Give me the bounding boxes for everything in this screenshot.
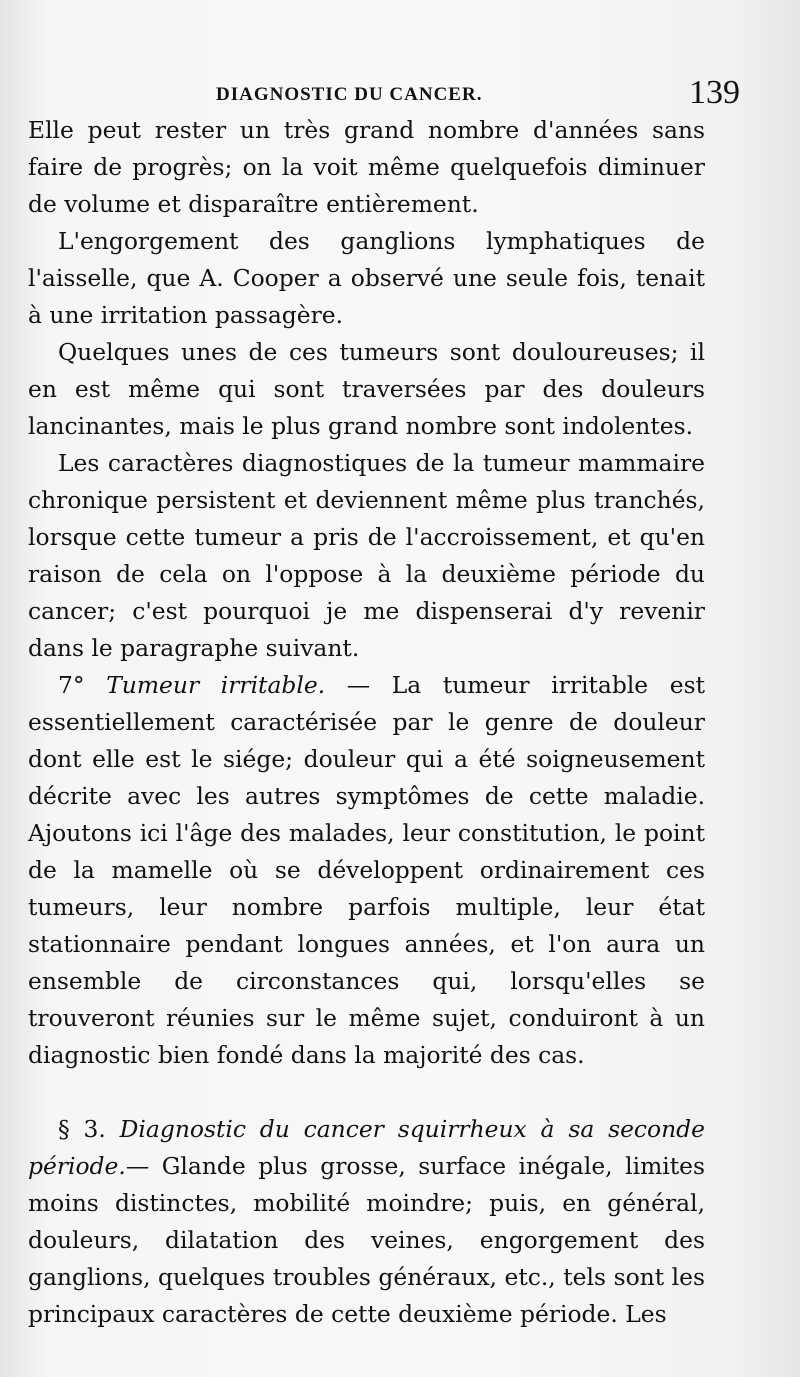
paragraph-1: Elle peut rester un très grand nombre d'années sans faire de progrès; on la voit même quelquefois diminuer de volume et disparaître entièrement. bbox=[28, 116, 705, 218]
paragraph-2: L'engorgement des ganglions lymphatiques de l'aisselle, que A. Cooper a observé une seule fois, tenait à une irritation passagère. bbox=[28, 227, 705, 329]
running-title: DIAGNOSTIC DU CANCER. bbox=[216, 84, 483, 105]
section-heading: Diagnostic du cancer squirrheux à sa seconde période. bbox=[28, 1115, 705, 1180]
item-heading: Tumeur irritable. bbox=[106, 671, 326, 699]
section-text: — Glande plus grosse, surface inégale, limites moins distinctes, mobilité moindre; puis, en général, douleurs, dilatation des veines, engorgement des ganglions, quelques troubles généraux, etc., tels sont les principaux caractères de cette deuxième période. Les bbox=[28, 1152, 705, 1328]
section-number: § 3. bbox=[58, 1115, 106, 1143]
paragraph-4: Les caractères diagnostiques de la tumeur mammaire chronique persistent et deviennent même plus tranchés, lorsque cette tumeur a pris de l'accroissement, et qu'en raison de cela on l'oppose à la deuxième période du cancer; c'est pourquoi je me dispenserai d'y revenir dans le paragraphe suivant. bbox=[28, 449, 705, 662]
body-text bbox=[28, 112, 705, 1333]
item-number: 7° bbox=[58, 671, 85, 699]
page-number: 139 bbox=[689, 74, 740, 111]
page-header bbox=[30, 74, 740, 114]
item-text: — La tumeur irritable est essentiellement caractérisée par le genre de douleur dont elle est le siége; douleur qui a été soigneusement décrite avec les autres symptômes de cette maladie. Ajoutons ici l'âge des malades, leur constitution, le point de la mamelle où se développent ordinairement ces tumeurs, leur nombre parfois multiple, leur état stationnaire pendant longues années, et l'on aura un ensemble de circonstances qui, lorsqu'elles se trouveront réunies sur le même sujet, conduiront à un diagnostic bien fondé dans la majorité des cas. bbox=[28, 671, 705, 1069]
section-3 bbox=[28, 1111, 705, 1333]
paragraph-irritable-tumor bbox=[28, 667, 705, 1074]
paragraph-3: Quelques unes de ces tumeurs sont douloureuses; il en est même qui sont traversées par des douleurs lancinantes, mais le plus grand nombre sont indolentes. bbox=[28, 338, 705, 440]
